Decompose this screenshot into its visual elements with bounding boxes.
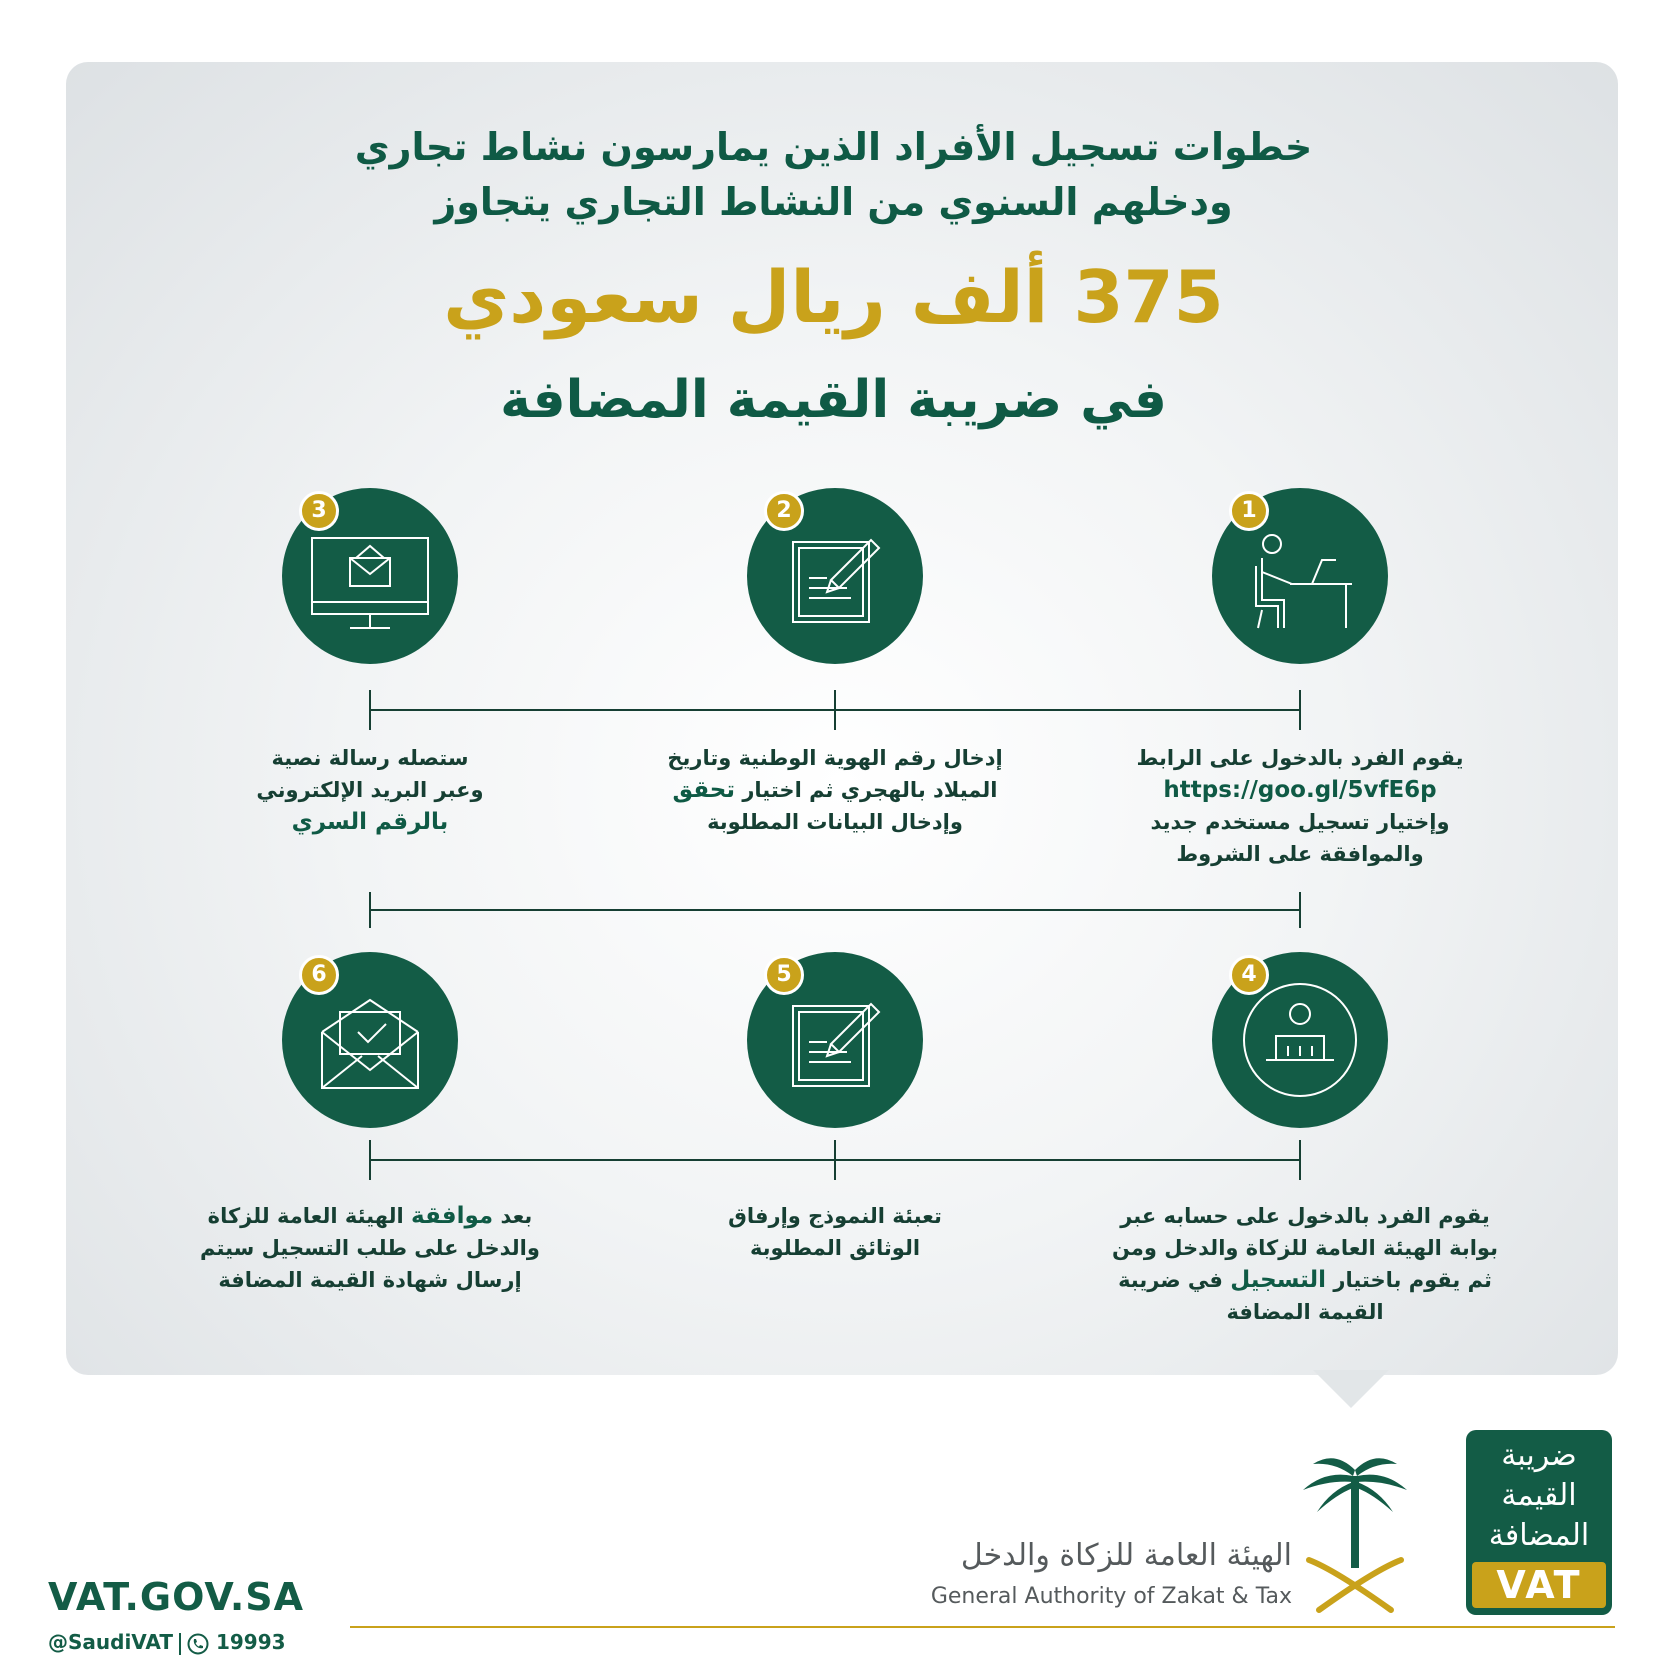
step-4-line-3-pre: ثم يقوم باختيار bbox=[1333, 1268, 1492, 1292]
step-6-approval-word: موافقة bbox=[411, 1203, 494, 1229]
step-2-line-1: إدخال رقم الهوية الوطنية وتاريخ bbox=[667, 746, 1003, 770]
step-6-line-1-post: الهيئة العامة للزكاة bbox=[207, 1204, 404, 1228]
step-4-number: 4 bbox=[1229, 955, 1269, 995]
website-link[interactable]: VAT.GOV.SA bbox=[48, 1575, 305, 1619]
step-1-line-3: وإختيار تسجيل مستخدم جديد bbox=[1150, 810, 1450, 834]
step-6-line-1-pre: بعد bbox=[500, 1204, 533, 1228]
panel-pointer bbox=[1313, 1370, 1389, 1408]
footer-divider bbox=[350, 1626, 1615, 1628]
step-3-text bbox=[220, 742, 520, 838]
vat-logo bbox=[1466, 1430, 1612, 1615]
step-2-line-3: وإدخال البيانات المطلوبة bbox=[707, 810, 963, 834]
step-6-number: 6 bbox=[299, 955, 339, 995]
step-4-text bbox=[1110, 1200, 1500, 1328]
step-2-text bbox=[650, 742, 1020, 838]
step-6-line-3: إرسال شهادة القيمة المضافة bbox=[218, 1268, 522, 1292]
vat-logo-line-2: القيمة bbox=[1501, 1478, 1577, 1513]
step-3-line-3: بالرقم السري bbox=[291, 809, 449, 835]
step-1-link[interactable]: https://goo.gl/5vfE6p bbox=[1163, 777, 1437, 803]
title-amount: 375 ألف ريال سعودي bbox=[443, 255, 1224, 339]
step-3-line-2: وعبر البريد الإلكتروني bbox=[256, 778, 484, 802]
step-5-text bbox=[690, 1200, 980, 1264]
vat-logo-line-1: ضريبة bbox=[1501, 1438, 1577, 1473]
authority-name-en: General Authority of Zakat & Tax bbox=[930, 1584, 1292, 1609]
step-5-line-2: الوثائق المطلوبة bbox=[749, 1236, 921, 1260]
phone-number[interactable]: 19993 bbox=[215, 1630, 286, 1654]
twitter-handle[interactable]: @SaudiVAT bbox=[48, 1630, 173, 1654]
step-6-text bbox=[190, 1200, 550, 1296]
step-2-line-2: الميلاد بالهجري ثم اختيار bbox=[742, 778, 998, 802]
step-5-line-1: تعبئة النموذج وإرفاق bbox=[728, 1204, 942, 1228]
step-4-line-2: بوابة الهيئة العامة للزكاة والدخل ومن bbox=[1112, 1236, 1498, 1260]
vat-logo-band: VAT bbox=[1472, 1562, 1606, 1608]
step-2-verify-word: تحقق bbox=[672, 777, 735, 803]
step-1-text bbox=[1110, 742, 1490, 870]
vat-logo-line-3: المضافة bbox=[1488, 1518, 1590, 1553]
divider bbox=[179, 1633, 181, 1655]
step-2-number: 2 bbox=[764, 491, 804, 531]
step-4-line-3-post: في ضريبة bbox=[1118, 1268, 1223, 1292]
step-4-line-4: القيمة المضافة bbox=[1226, 1300, 1384, 1324]
step-1-line-1: يقوم الفرد بالدخول على الرابط bbox=[1136, 746, 1464, 770]
step-3-number: 3 bbox=[299, 491, 339, 531]
contact-line bbox=[48, 1630, 286, 1655]
authority-name-ar: الهيئة العامة للزكاة والدخل bbox=[960, 1538, 1292, 1573]
step-4-line-1: يقوم الفرد بالدخول على حسابه عبر bbox=[1120, 1204, 1490, 1228]
palm-swords-logo bbox=[1295, 1450, 1415, 1620]
vat-logo-text bbox=[1466, 1436, 1612, 1556]
step-6-line-2: والدخل على طلب التسجيل سيتم bbox=[200, 1236, 540, 1260]
step-1-line-4: والموافقة على الشروط bbox=[1176, 842, 1424, 866]
title-line-2: ودخلهم السنوي من النشاط التجاري يتجاوز bbox=[434, 180, 1233, 224]
phone-icon bbox=[187, 1633, 209, 1655]
step-5-number: 5 bbox=[764, 955, 804, 995]
step-3-line-1: ستصله رسالة نصية bbox=[271, 746, 469, 770]
step-1-number: 1 bbox=[1229, 491, 1269, 531]
step-4-registration-word: التسجيل bbox=[1230, 1267, 1327, 1293]
title-line-4: في ضريبة القيمة المضافة bbox=[500, 370, 1167, 430]
title-line-1: خطوات تسجيل الأفراد الذين يمارسون نشاط تجاري bbox=[354, 125, 1313, 169]
